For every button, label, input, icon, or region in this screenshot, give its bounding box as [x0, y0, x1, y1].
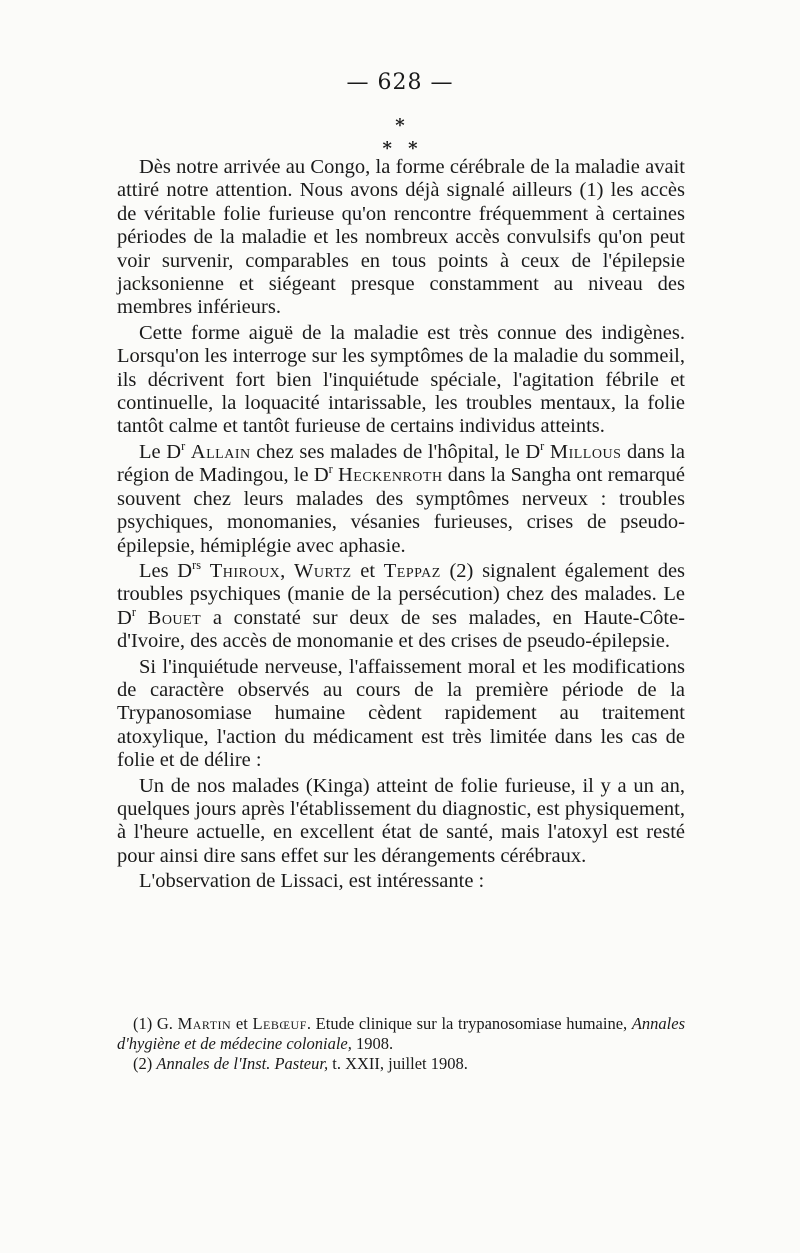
author-name: Wurtz: [294, 559, 352, 582]
author-name: Martin: [177, 1014, 232, 1033]
section-separator-top: *: [395, 115, 405, 136]
paragraph-5: Si l'inquiétude nerveuse, l'affaissement moral et les modifications de caractère observés au cours de la première période de la Trypanosomiase humaine cèdent rapidement au traitement atoxylique, l'action du médicament est très limitée dans les cas de folie et de délire :: [117, 655, 685, 772]
paragraph-7: L'observation de Lissaci, est intéressante :: [139, 870, 485, 893]
author-name: Bouet: [147, 606, 202, 629]
paragraph-1: Dès notre arrivée au Congo, la forme cérébrale de la maladie avait attiré notre attention. Nous avons déjà signalé ailleurs (1) les accès de véritable folie furieuse qu'on rencontre fréquemment à certaines périodes de la maladie et les nombreux accès convulsifs qu'on peut voir survenir, comparables en tous points à ceux de l'épilepsie jacksonienne et siégeant presque constamment au niveau des membres inférieurs.: [117, 156, 685, 319]
footnotes: [117, 1014, 685, 1074]
author-name: Lebœuf: [252, 1014, 307, 1033]
paragraph-2: Cette forme aiguë de la maladie est très connue des indigènes. Lorsqu'on les interroge sur les symptômes de la maladie du sommeil, ils décrivent fort bien l'inquiétude spéciale, l'agitation fébrile et continuelle, la loquacité intarissable, les troubles mentaux, la folie tantôt calme et tantôt furieuse de certains individus atteints.: [117, 321, 685, 438]
paragraph-3: Le $D^r$ Allain chez ses malades de l'hôpital, le $D^r$ Millous dans la région de Madingou, le $D^r$ Heckenroth dans la Sangha ont remarqué souvent chez leurs malades des symptômes nerveux : troubles psychiques, monomanies, vésanies furieuses, crises de pseudo-épilepsie, hémiplégie avec aphasie.: [117, 439, 686, 557]
page-number: — 628 —: [346, 70, 454, 95]
section-separator-bottom: * *: [382, 138, 418, 159]
author-name: Teppaz: [383, 559, 441, 582]
footnote-2: (2) Annales de l'Inst. Pasteur, t. XXII, juillet 1908.: [133, 1054, 468, 1073]
journal-title: Annales d'hygiène et de médecine coloniale,: [117, 1014, 685, 1053]
author-name: Heckenroth: [337, 464, 443, 487]
paragraph-4: Les $D^{rs}$ Thiroux, Wurtz et Teppaz (2) signalent également des troubles psychiques (manie de la persécution) chez des malades. Le $D^r$ Bouet a constaté sur deux de ses malades, en Haute-Côte-d'Ivoire, des accès de monomanie et des crises de pseudo-épilepsie.: [117, 558, 686, 653]
author-name: Millous: [549, 440, 622, 463]
author-name: Thiroux: [209, 559, 281, 582]
author-name: Allain: [190, 440, 251, 463]
footnote-1: (1) G. Martin et Lebœuf. Etude clinique sur la trypanosomiase humaine, Annales d'hygiène et de médecine coloniale, 1908.: [117, 1014, 685, 1053]
body-text: [117, 156, 685, 896]
journal-title: Annales de l'Inst. Pasteur,: [156, 1054, 329, 1073]
paragraph-6: Un de nos malades (Kinga) atteint de folie furieuse, il y a un an, quelques jours après l'établissement du diagnostic, est physiquement, à l'heure actuelle, en excellent état de santé, mais l'atoxyl est resté pour ainsi dire sans effet sur les dérangements cérébraux.: [117, 774, 685, 867]
